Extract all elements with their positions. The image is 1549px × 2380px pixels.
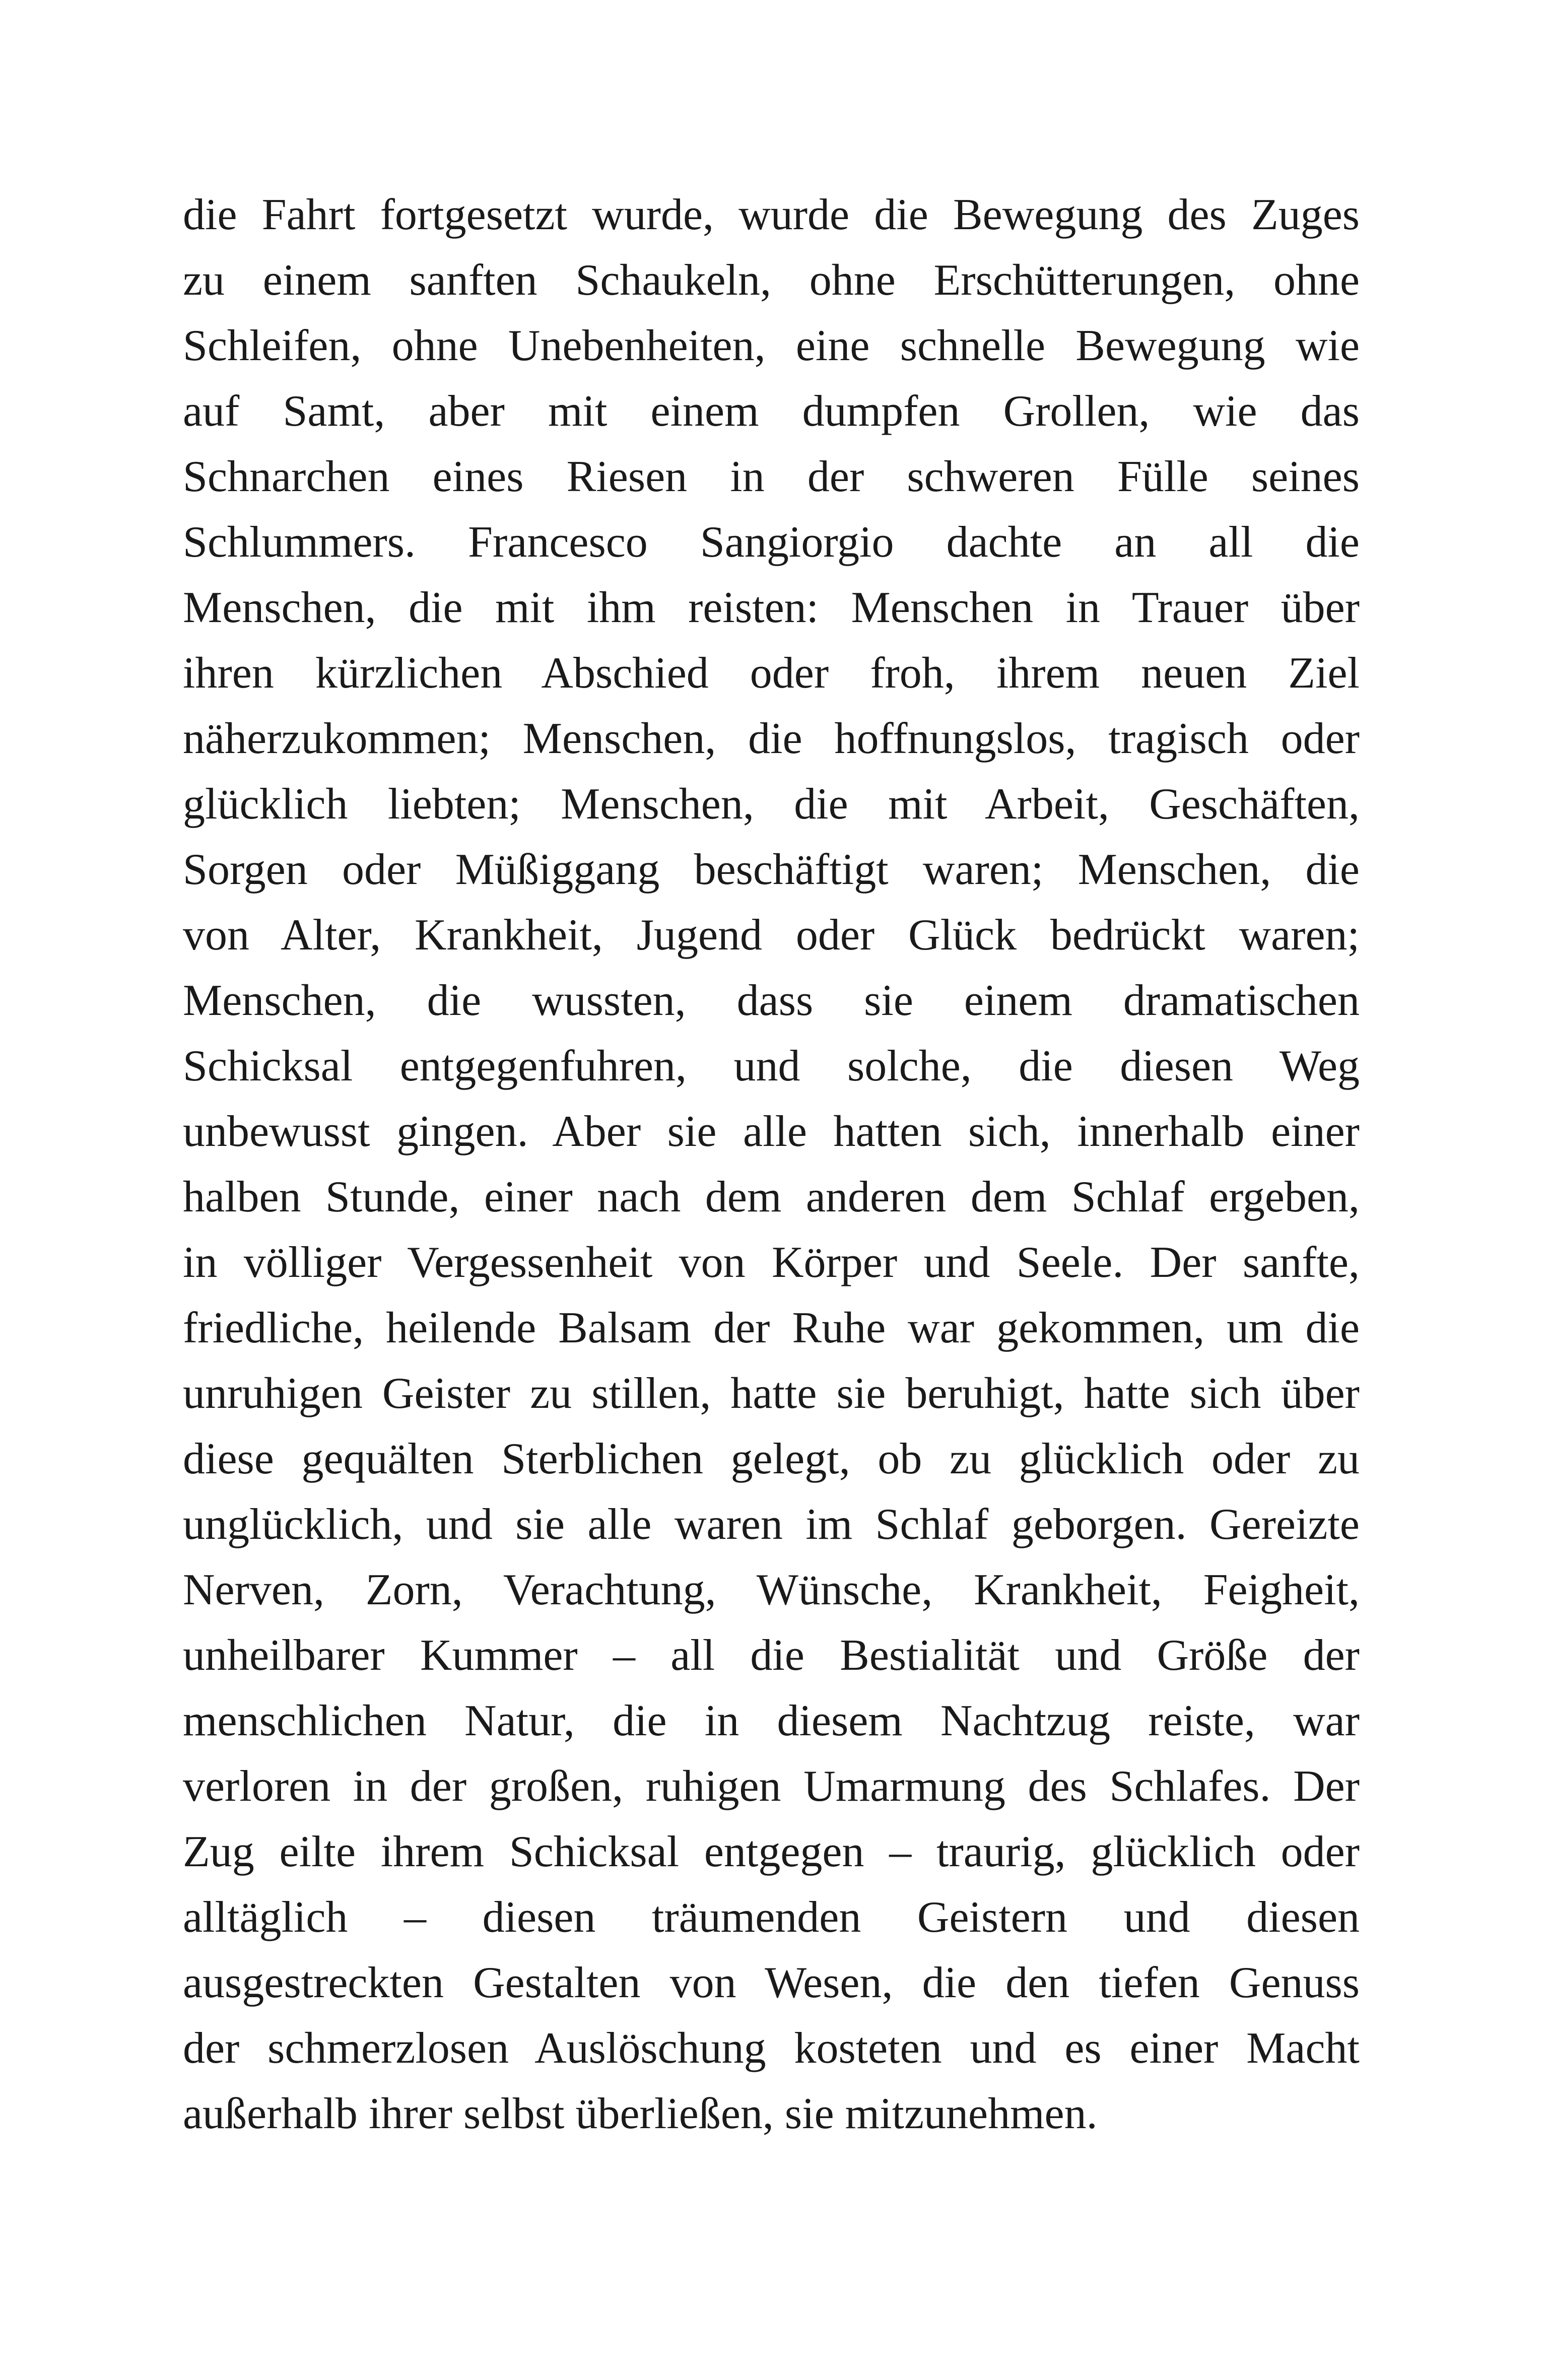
text-line: in völliger Vergessenheit von Körper und Seele. Der sanfte, bbox=[183, 1238, 1360, 1287]
text-line: Sorgen oder Müßiggang beschäftigt waren; Menschen, die bbox=[183, 845, 1360, 894]
text-line: Schicksal entgegenfuhren, und solche, die diesen Weg bbox=[183, 1042, 1360, 1091]
text-line: auf Samt, aber mit einem dumpfen Grollen, wie das bbox=[183, 387, 1360, 436]
text-line: menschlichen Natur, die in diesem Nachtzug reiste, war bbox=[183, 1696, 1360, 1745]
text-line: unbewusst gingen. Aber sie alle hatten sich, innerhalb einer bbox=[183, 1107, 1360, 1156]
text-line: friedliche, heilende Balsam der Ruhe war gekommen, um die bbox=[183, 1304, 1360, 1352]
text-line: der schmerzlosen Auslöschung kosteten und es einer Macht bbox=[183, 2024, 1360, 2073]
text-line: zu einem sanften Schaukeln, ohne Erschütterungen, ohne bbox=[183, 256, 1360, 305]
text-line: Zug eilte ihrem Schicksal entgegen – traurig, glücklich oder bbox=[183, 1827, 1360, 1876]
text-line: Schnarchen eines Riesen in der schweren Fülle seines bbox=[183, 452, 1360, 501]
body-text bbox=[183, 182, 1360, 2147]
text-line: die Fahrt fortgesetzt wurde, wurde die Bewegung des Zuges bbox=[183, 190, 1360, 239]
text-line: von Alter, Krankheit, Jugend oder Glück bedrückt waren; bbox=[183, 911, 1360, 960]
text-line: Nerven, Zorn, Verachtung, Wünsche, Krankheit, Feigheit, bbox=[183, 1566, 1360, 1614]
text-line: unheilbarer Kummer – all die Bestialität und Größe der bbox=[183, 1631, 1360, 1680]
text-line: Menschen, die wussten, dass sie einem dramatischen bbox=[183, 976, 1360, 1025]
text-line: unglücklich, und sie alle waren im Schlaf geborgen. Gereizte bbox=[183, 1500, 1360, 1549]
text-line: ausgestreckten Gestalten von Wesen, die den tiefen Genuss bbox=[183, 1958, 1360, 2007]
text-line: verloren in der großen, ruhigen Umarmung des Schlafes. Der bbox=[183, 1762, 1360, 1811]
text-line: näherzukommen; Menschen, die hoffnungslos, tragisch oder bbox=[183, 714, 1360, 763]
text-line: diese gequälten Sterblichen gelegt, ob zu glücklich oder zu bbox=[183, 1435, 1360, 1483]
text-line: ihren kürzlichen Abschied oder froh, ihrem neuen Ziel bbox=[183, 649, 1360, 698]
text-line: Schlummers. Francesco Sangiorgio dachte an all die bbox=[183, 518, 1360, 567]
text-line: alltäglich – diesen träumenden Geistern und diesen bbox=[183, 1893, 1360, 1942]
text-line: unruhigen Geister zu stillen, hatte sie beruhigt, hatte sich über bbox=[183, 1369, 1360, 1418]
text-line: halben Stunde, einer nach dem anderen dem Schlaf ergeben, bbox=[183, 1173, 1360, 1221]
text-line: glücklich liebten; Menschen, die mit Arbeit, Geschäften, bbox=[183, 780, 1360, 829]
text-line: Schleifen, ohne Unebenheiten, eine schnelle Bewegung wie bbox=[183, 321, 1360, 370]
text-line-last: außerhalb ihrer selbst überließen, sie mitzunehmen. bbox=[183, 2089, 1098, 2138]
text-line: Menschen, die mit ihm reisten: Menschen in Trauer über bbox=[183, 583, 1360, 632]
